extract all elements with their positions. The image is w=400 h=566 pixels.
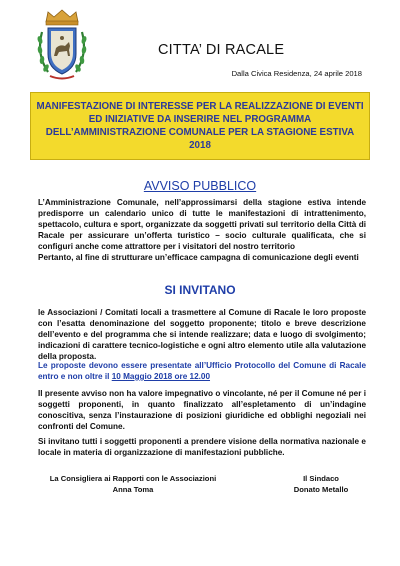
paragraph-disclaimer: Il presente avviso non ha valore impegnativo o vincolante, né per il Comune né per i soggetti proponenti, in quanto finalizzato all’espletamento di un’indagine conoscitiva, senza l’instaurazione di posizioni giuridiche ed obblighi negoziali nei confronti del Comune. [38,389,366,431]
signature-right-name: Donato Metallo [293,485,349,494]
paragraph-pertanto: Pertanto, al fine di strutturare un’efficace campagna di comunicazione degli eventi [38,253,359,262]
title-banner [30,92,370,160]
paragraph-deadline [38,360,366,382]
dateline: Dalla Civica Residenza, 24 aprile 2018 [231,69,362,78]
city-coat-of-arms-icon [34,8,90,82]
signature-left-role: La Consigliera ai Rapporti con le Associazioni [49,474,217,483]
deadline-prefix: Le proposte devono essere presentate all’Ufficio Protocollo del Comune di Racale entro e non oltre il [38,361,366,381]
signature-consigliera [38,473,228,495]
paragraph-associazioni: le Associazioni / Comitati locali a trasmettere al Comune di Racale le loro proposte con l’esatta denominazione del soggetto proponente; titolo e breve descrizione dell’evento e del programma che si intende realizzare; data e luogo di svolgimento; indicazioni di carattere tecnico-logistiche e ogni altro elemento utile alla valutazione della proposta. [38,308,366,361]
paragraph-intro: L’Amministrazione Comunale, nell’approssimarsi della stagione estiva intende predisporre un calendario unico di tutte le manifestazioni di intrattenimento, spettacolo, cultura e sport, organizzate da soggetti privati sul territorio della Città di Racale per assicurare un’offerta turistico – socio culturale qualificata, che si configuri anche come attrattore per i visitatori del nostro territorio [38,198,366,251]
banner-title: MANIFESTAZIONE DI INTERESSE PER LA REALIZZAZIONE DI EVENTI ED INIZIATIVE DA INSERIRE NEL PROGRAMMA DELL’AMMINISTRAZIONE COMUNALE PER LA STAGIONE ESTIVA 2018 [36,101,364,151]
si-invitano-heading: SI INVITANO [164,283,236,297]
city-title: CITTA’ DI RACALE [158,42,285,58]
signature-sindaco [276,473,366,495]
avviso-pubblico-heading: AVVISO PUBBLICO [143,179,257,193]
signature-left-name: Anna Toma [112,485,154,494]
signature-right-role: Il Sindaco [303,474,339,483]
paragraph-normativa: Si invitano tutti i soggetti proponenti a prendere visione della normativa nazionale e locale in materia di organizzazione di manifestazioni pubbliche. [38,437,366,457]
deadline-date: 10 Maggio 2018 ore 12.00 [111,372,211,381]
